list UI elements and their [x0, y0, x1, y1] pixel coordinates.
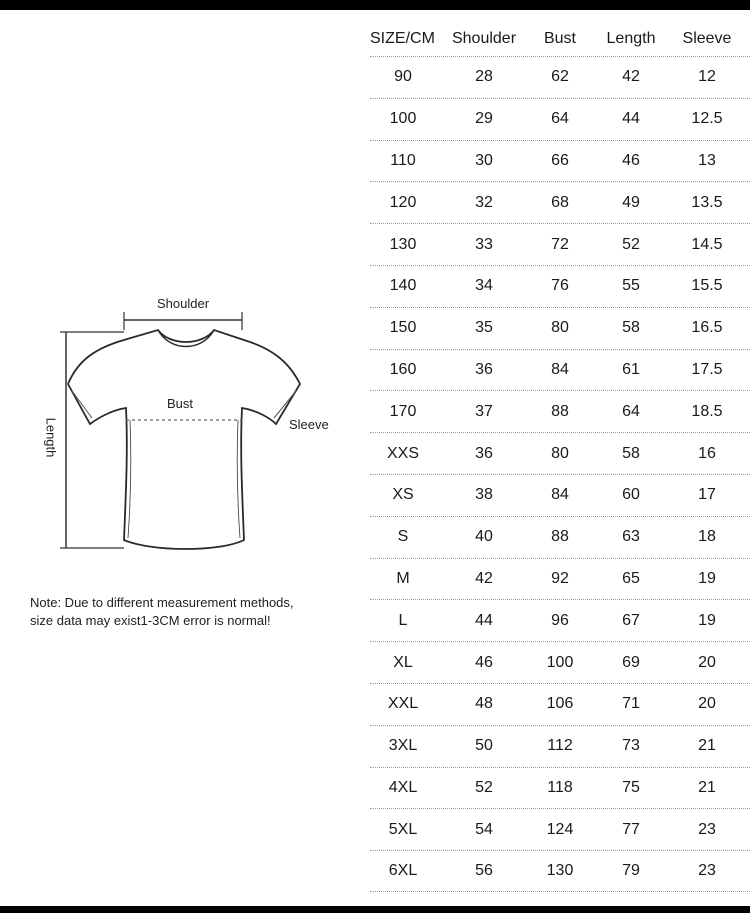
- table-row: [370, 599, 750, 641]
- header-shoulder: Shoulder: [451, 30, 517, 47]
- cell-shoulder: 36: [475, 360, 493, 378]
- cell-length: 79: [622, 862, 640, 880]
- cell-size: 140: [389, 277, 417, 295]
- cell-bust: 130: [546, 862, 574, 880]
- cell-shoulder: 56: [475, 862, 493, 880]
- cell-sleeve: 13.5: [691, 193, 723, 211]
- cell-length: 46: [622, 151, 640, 169]
- header-length: Length: [606, 30, 656, 47]
- cell-length: 71: [622, 695, 640, 713]
- cell-bust: 96: [551, 611, 569, 629]
- cell-shoulder: 52: [475, 778, 493, 796]
- cell-sleeve: 12.5: [691, 110, 723, 128]
- cell-size: 120: [389, 193, 417, 211]
- cell-size: XXS: [386, 444, 419, 462]
- cell-size: 170: [389, 402, 417, 420]
- cell-shoulder: 54: [475, 820, 493, 838]
- cell-length: 65: [622, 569, 640, 587]
- cell-bust: 106: [546, 695, 574, 713]
- cell-bust: 76: [551, 277, 569, 295]
- cell-bust: 72: [551, 235, 569, 253]
- cell-shoulder: 42: [475, 569, 493, 587]
- cell-bust: 66: [551, 151, 569, 169]
- cell-bust: 84: [551, 486, 569, 504]
- cell-shoulder: 48: [475, 695, 493, 713]
- cell-bust: 62: [551, 68, 569, 86]
- cell-size: 150: [389, 319, 417, 337]
- cell-bust: 84: [551, 360, 569, 378]
- cell-shoulder: 34: [475, 277, 493, 295]
- table-row: [370, 808, 750, 850]
- table-row: [370, 767, 750, 809]
- cell-shoulder: 30: [475, 151, 493, 169]
- cell-size: L: [398, 611, 408, 629]
- cell-bust: 88: [551, 528, 569, 546]
- table-row: [370, 307, 750, 349]
- header-sleeve: Sleeve: [682, 30, 732, 47]
- cell-sleeve: 21: [698, 778, 716, 796]
- cell-length: 61: [622, 360, 640, 378]
- cell-bust: 88: [551, 402, 569, 420]
- cell-bust: 64: [551, 110, 569, 128]
- cell-sleeve: 19: [698, 569, 716, 587]
- cell-length: 44: [622, 110, 640, 128]
- cell-length: 42: [622, 68, 640, 86]
- cell-size: 90: [394, 68, 412, 86]
- cell-bust: 68: [551, 193, 569, 211]
- cell-length: 64: [622, 402, 640, 420]
- cell-bust: 92: [551, 569, 569, 587]
- cell-length: 52: [622, 235, 640, 253]
- table-row: [370, 516, 750, 558]
- table-row: [370, 683, 750, 725]
- cell-length: 67: [622, 611, 640, 629]
- cell-size: 160: [389, 360, 417, 378]
- header-size: SIZE/CM: [370, 30, 435, 47]
- bottom-border: [0, 906, 750, 913]
- table-row: [370, 474, 750, 516]
- table-body: [370, 56, 750, 892]
- cell-shoulder: 46: [475, 653, 493, 671]
- cell-shoulder: 40: [475, 528, 493, 546]
- cell-bust: 100: [546, 653, 574, 671]
- cell-sleeve: 21: [698, 737, 716, 755]
- cell-shoulder: 28: [475, 68, 493, 86]
- cell-sleeve: 13: [698, 151, 716, 169]
- cell-size: 6XL: [388, 862, 418, 880]
- cell-sleeve: 16.5: [691, 319, 723, 337]
- cell-bust: 80: [551, 444, 569, 462]
- cell-shoulder: 37: [475, 402, 493, 420]
- note-line-1: Note: Due to different measurement methods,: [30, 595, 294, 610]
- cell-sleeve: 15.5: [691, 277, 723, 295]
- cell-size: 110: [390, 151, 416, 169]
- cell-size: M: [396, 569, 410, 587]
- table-row: [370, 850, 750, 892]
- cell-length: 55: [622, 277, 640, 295]
- table-row: [370, 432, 750, 474]
- length-label: Length: [43, 417, 59, 458]
- cell-length: 63: [622, 528, 640, 546]
- tshirt-measurement-diagram: [30, 290, 350, 570]
- cell-shoulder: 35: [475, 319, 493, 337]
- cell-length: 73: [622, 737, 640, 755]
- cell-sleeve: 18: [698, 528, 716, 546]
- cell-sleeve: 20: [698, 653, 716, 671]
- cell-length: 69: [622, 653, 640, 671]
- cell-shoulder: 29: [475, 110, 493, 128]
- cell-size: 130: [389, 235, 417, 253]
- header-bust: Bust: [543, 30, 576, 47]
- cell-size: 100: [389, 110, 417, 128]
- cell-sleeve: 19: [698, 611, 716, 629]
- cell-bust: 80: [551, 319, 569, 337]
- table-row: [370, 98, 750, 140]
- cell-shoulder: 38: [475, 486, 493, 504]
- top-border: [0, 0, 750, 10]
- table-row: [370, 641, 750, 683]
- cell-bust: 124: [546, 820, 574, 838]
- cell-size: S: [397, 528, 409, 546]
- cell-sleeve: 12: [698, 68, 716, 86]
- cell-bust: 118: [547, 778, 573, 796]
- cell-size: XXL: [387, 695, 419, 713]
- table-row: [370, 725, 750, 767]
- cell-size: XS: [392, 486, 414, 504]
- table-row: [370, 390, 750, 432]
- note-line-2: size data may exist1-3CM error is normal!: [30, 613, 271, 628]
- cell-sleeve: 23: [698, 820, 716, 838]
- cell-shoulder: 44: [475, 611, 493, 629]
- sleeve-label: Sleeve: [289, 417, 329, 432]
- cell-sleeve: 18.5: [691, 402, 723, 420]
- table-row: [370, 558, 750, 600]
- table-row: [370, 181, 750, 223]
- bust-label: Bust: [167, 396, 194, 411]
- table-row: [370, 349, 750, 391]
- cell-sleeve: 20: [698, 695, 716, 713]
- cell-length: 60: [622, 486, 640, 504]
- table-row: [370, 140, 750, 182]
- cell-shoulder: 50: [475, 737, 493, 755]
- cell-length: 58: [622, 319, 640, 337]
- table-row: [370, 223, 750, 265]
- table-row: [370, 265, 750, 307]
- size-chart-table: [370, 22, 750, 892]
- cell-shoulder: 36: [475, 444, 493, 462]
- measurement-note: [30, 594, 350, 630]
- table-row: [370, 56, 750, 98]
- table-header-row: [370, 22, 750, 56]
- cell-bust: 112: [547, 737, 573, 755]
- shoulder-label: Shoulder: [157, 296, 210, 311]
- cell-shoulder: 32: [475, 193, 493, 211]
- cell-size: 5XL: [388, 820, 418, 838]
- cell-size: 4XL: [388, 778, 418, 796]
- cell-sleeve: 16: [698, 444, 716, 462]
- cell-sleeve: 17.5: [691, 360, 723, 378]
- cell-size: XL: [393, 653, 413, 671]
- cell-sleeve: 23: [698, 862, 716, 880]
- cell-size: 3XL: [388, 737, 418, 755]
- cell-length: 58: [622, 444, 640, 462]
- cell-sleeve: 14.5: [691, 235, 723, 253]
- cell-length: 75: [622, 778, 640, 796]
- cell-sleeve: 17: [698, 486, 716, 504]
- cell-length: 49: [622, 193, 640, 211]
- cell-length: 77: [622, 820, 640, 838]
- cell-shoulder: 33: [475, 235, 493, 253]
